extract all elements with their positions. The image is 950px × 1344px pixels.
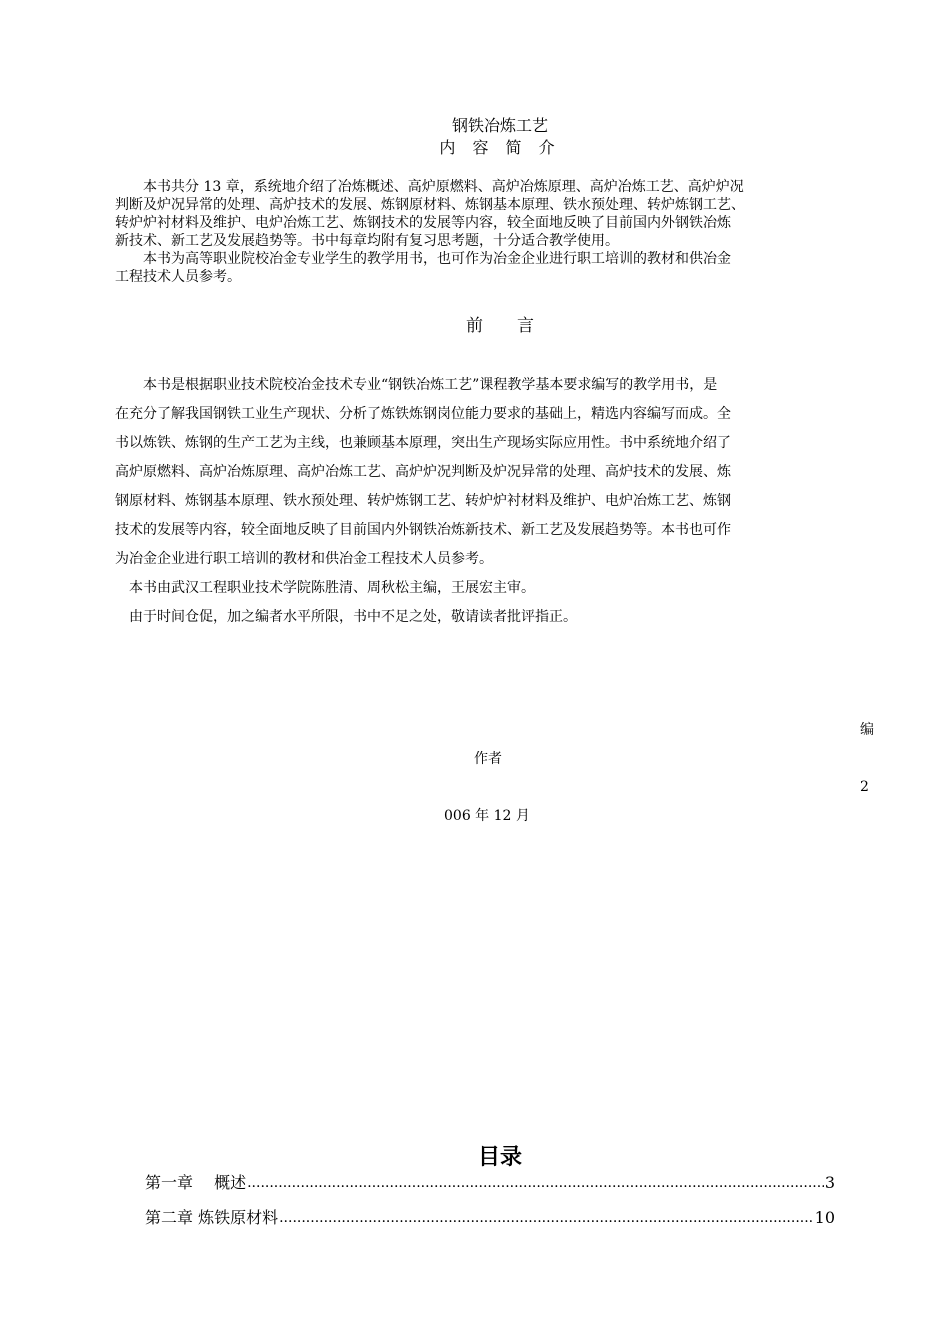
toc-leader-dots — [279, 1207, 814, 1229]
preface-text — [115, 371, 875, 632]
signature-date: 006 年 12 月 — [444, 808, 530, 824]
preface-line: 在充分了解我国钢铁工业生产现状、分析了炼铁炼钢岗位能力要求的基础上，精选内容编写而成。全 — [115, 406, 731, 422]
preface-line: 本书是根据职业技术院校冶金技术专业“钢铁冶炼工艺”课程教学基本要求编写的教学用书，是 — [115, 377, 718, 393]
preface-line: 钢原材料、炼钢基本原理、铁水预处理、转炉炼钢工艺、转炉炉衬材料及维护、电炉冶炼工艺、炼钢 — [115, 493, 731, 509]
book-title: 钢铁冶炼工艺 — [451, 116, 548, 135]
summary-line: 工程技术人员参考。 — [115, 269, 241, 285]
summary-line: 本书共分 13 章，系统地介绍了冶炼概述、高炉原燃料、高炉冶炼原理、高炉冶炼工艺、高炉炉况 — [115, 179, 744, 195]
preface-heading: 前 言 — [466, 316, 534, 336]
summary-line: 本书为高等职业院校冶金专业学生的教学用书，也可作为冶金企业进行职工培训的教材和供冶金 — [115, 251, 731, 267]
signature-bian: 编 — [860, 722, 874, 738]
preface-line: 书以炼铁、炼钢的生产工艺为主线，也兼顾基本原理，突出生产现场实际应用性。书中系统地介绍了 — [115, 435, 731, 451]
preface-line: 为冶金企业进行职工培训的教材和供冶金工程技术人员参考。 — [115, 551, 493, 567]
toc-leader-dots — [247, 1172, 824, 1194]
summary-line: 判断及炉况异常的处理、高炉技术的发展、炼钢原材料、炼钢基本原理、铁水预处理、转炉炼钢工艺、 — [115, 197, 745, 213]
toc-entry[interactable] — [145, 1172, 835, 1194]
toc-entry-page: 3 — [824, 1173, 835, 1192]
preface-line: 由于时间仓促，加之编者水平所限，书中不足之处，敬请读者批评指正。 — [115, 609, 577, 625]
toc-entry-label: 第二章 炼铁原材料 — [145, 1208, 279, 1227]
preface-line: 技术的发展等内容，较全面地反映了目前国内外钢铁冶炼新技术、新工艺及发展趋势等。本书也可作 — [115, 522, 731, 538]
summary-line: 转炉炉衬材料及维护、电炉冶炼工艺、炼钢技术的发展等内容，较全面地反映了目前国内外钢铁冶炼 — [115, 215, 731, 231]
toc-entry-label: 第一章 概述 — [145, 1173, 247, 1192]
toc-entry[interactable] — [145, 1207, 835, 1229]
preface-line: 本书由武汉工程职业技术学院陈胜清、周秋松主编，王展宏主审。 — [115, 580, 535, 596]
toc-entry-page: 10 — [814, 1208, 835, 1227]
summary-heading: 内 容 简 介 — [439, 138, 561, 157]
signature-author: 作者 — [474, 751, 502, 767]
preface-line: 高炉原燃料、高炉冶炼原理、高炉冶炼工艺、高炉炉况判断及炉况异常的处理、高炉技术的发展、炼 — [115, 464, 731, 480]
toc-heading: 目录 — [477, 1145, 522, 1170]
summary-line: 新技术、新工艺及发展趋势等。书中每章均附有复习思考题，十分适合教学使用。 — [115, 233, 619, 249]
summary-text — [115, 178, 875, 286]
signature-digit: 2 — [860, 779, 869, 795]
